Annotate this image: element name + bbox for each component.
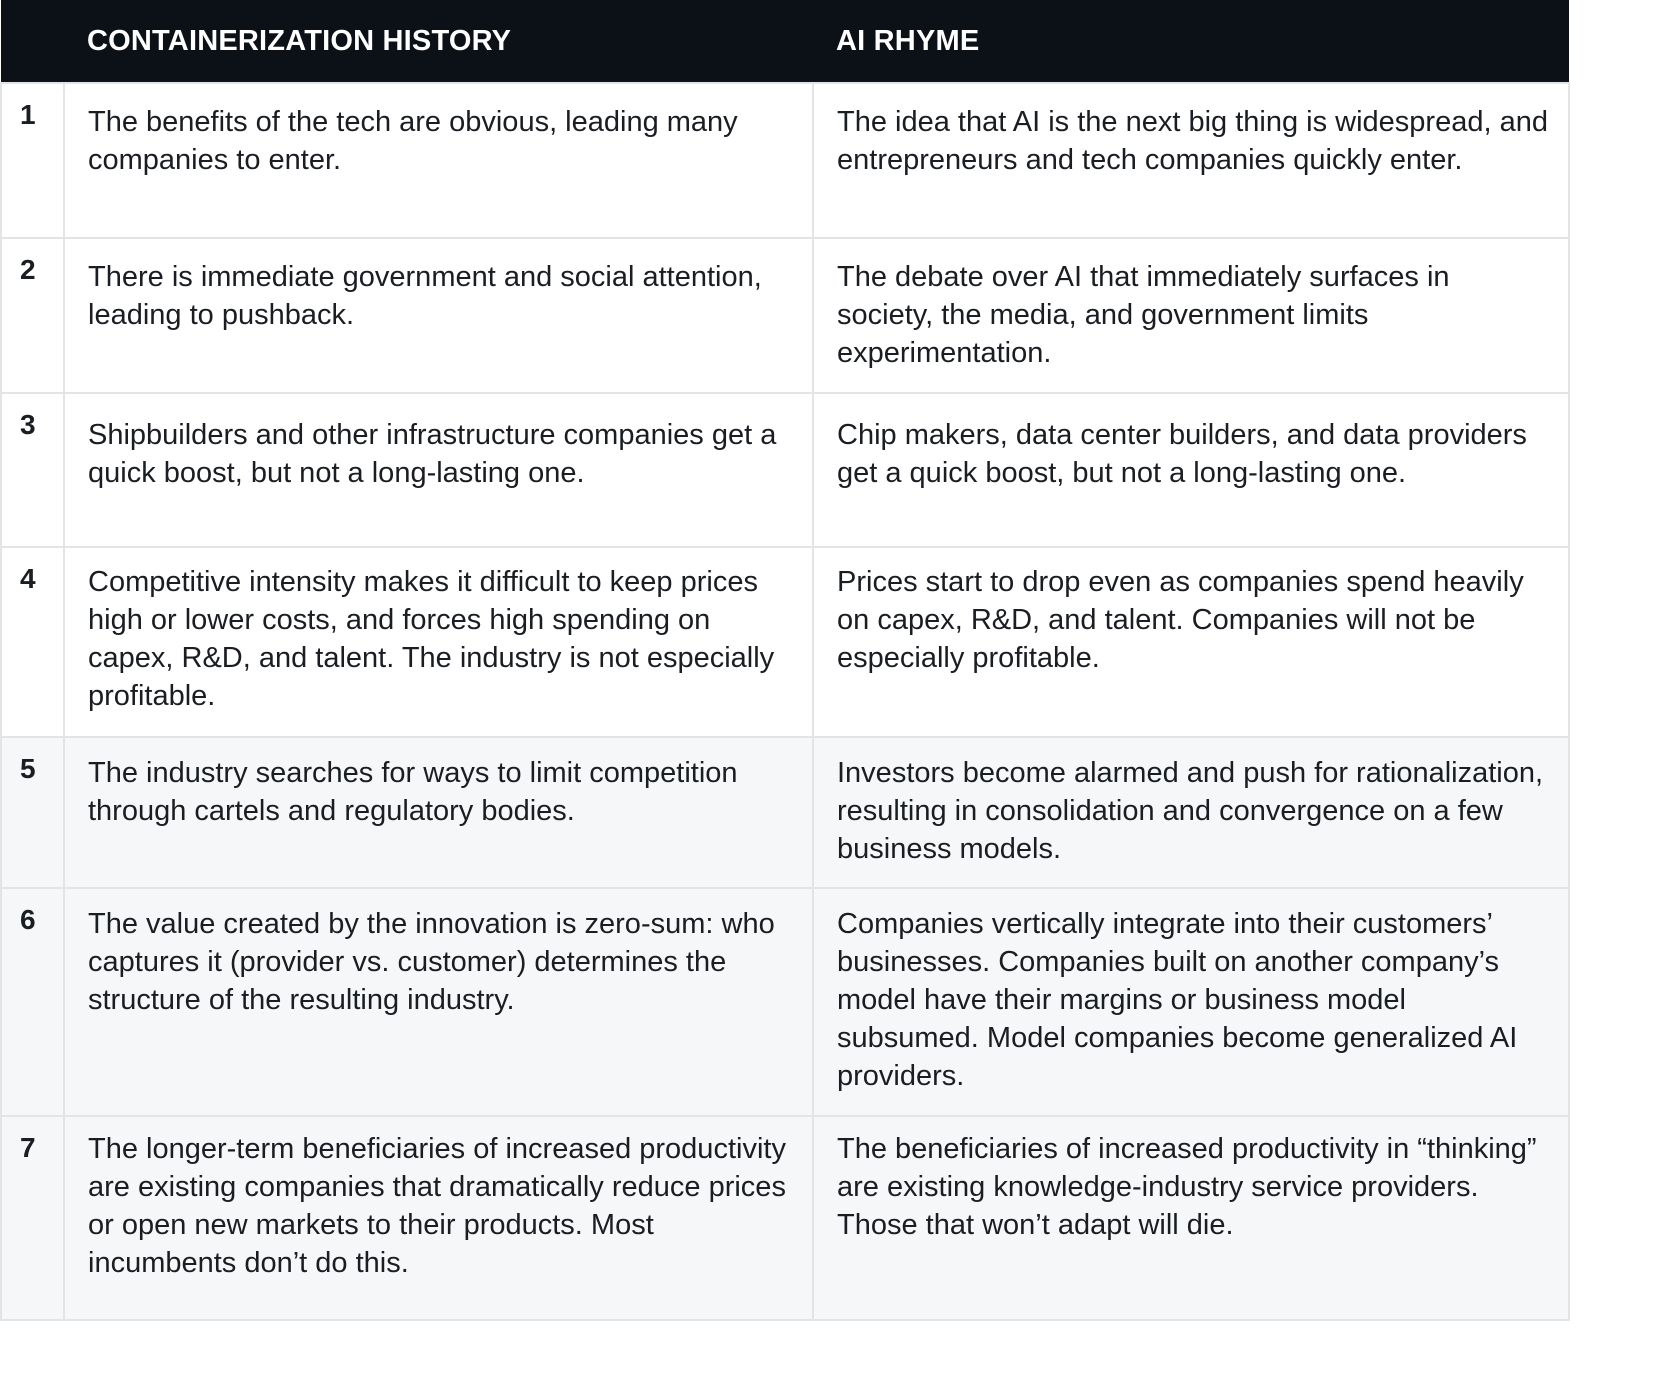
row-number: 1 <box>1 83 64 238</box>
header-containerization-history: CONTAINERIZATION HISTORY <box>87 24 512 57</box>
table-row <box>1 1116 1569 1320</box>
header-ai-rhyme: AI RHYME <box>836 24 980 57</box>
ai-cell: The beneficiaries of increased productivity in “thinking” are existing knowledge-industry service providers. Those that won’t adapt will die. <box>813 1116 1569 1320</box>
history-cell: The industry searches for ways to limit competition through cartels and regulatory bodies. <box>64 737 813 888</box>
row-number: 3 <box>1 393 64 547</box>
history-cell: Competitive intensity makes it difficult to keep prices high or lower costs, and forces high spending on capex, R&D, and talent. The industry is not especially profitable. <box>64 547 813 737</box>
history-cell: There is immediate government and social attention, leading to pushback. <box>64 238 813 393</box>
history-cell: The benefits of the tech are obvious, leading many companies to enter. <box>64 83 813 238</box>
history-cell: The longer-term beneficiaries of increased productivity are existing companies that dramatically reduce prices or open new markets to their products. Most incumbents don’t do this. <box>64 1116 813 1320</box>
table-row <box>1 238 1569 393</box>
ai-cell: Investors become alarmed and push for rationalization, resulting in consolidation and convergence on a few business models. <box>813 737 1569 888</box>
ai-cell: Chip makers, data center builders, and data providers get a quick boost, but not a long-lasting one. <box>813 393 1569 547</box>
header-number <box>1 0 64 83</box>
row-number: 5 <box>1 737 64 888</box>
table-row <box>1 393 1569 547</box>
history-cell: The value created by the innovation is zero-sum: who captures it (provider vs. customer) determines the structure of the resulting industry. <box>64 888 813 1116</box>
table-row <box>1 888 1569 1116</box>
ai-cell: The idea that AI is the next big thing is widespread, and entrepreneurs and tech companies quickly enter. <box>813 83 1569 238</box>
ai-cell: Prices start to drop even as companies spend heavily on capex, R&D, and talent. Companies will not be especially profitable. <box>813 547 1569 737</box>
table-row <box>1 547 1569 737</box>
row-number: 6 <box>1 888 64 1116</box>
table-header-row <box>1 0 1569 83</box>
row-number: 4 <box>1 547 64 737</box>
table-row <box>1 737 1569 888</box>
ai-cell: Companies vertically integrate into their customers’ businesses. Companies built on another company’s model have their margins or business model subsumed. Model companies become generalized AI providers. <box>813 888 1569 1116</box>
row-number: 2 <box>1 238 64 393</box>
row-number: 7 <box>1 1116 64 1320</box>
table-row <box>1 83 1569 238</box>
history-cell: Shipbuilders and other infrastructure companies get a quick boost, but not a long-lasting one. <box>64 393 813 547</box>
ai-cell: The debate over AI that immediately surfaces in society, the media, and government limits experimentation. <box>813 238 1569 393</box>
